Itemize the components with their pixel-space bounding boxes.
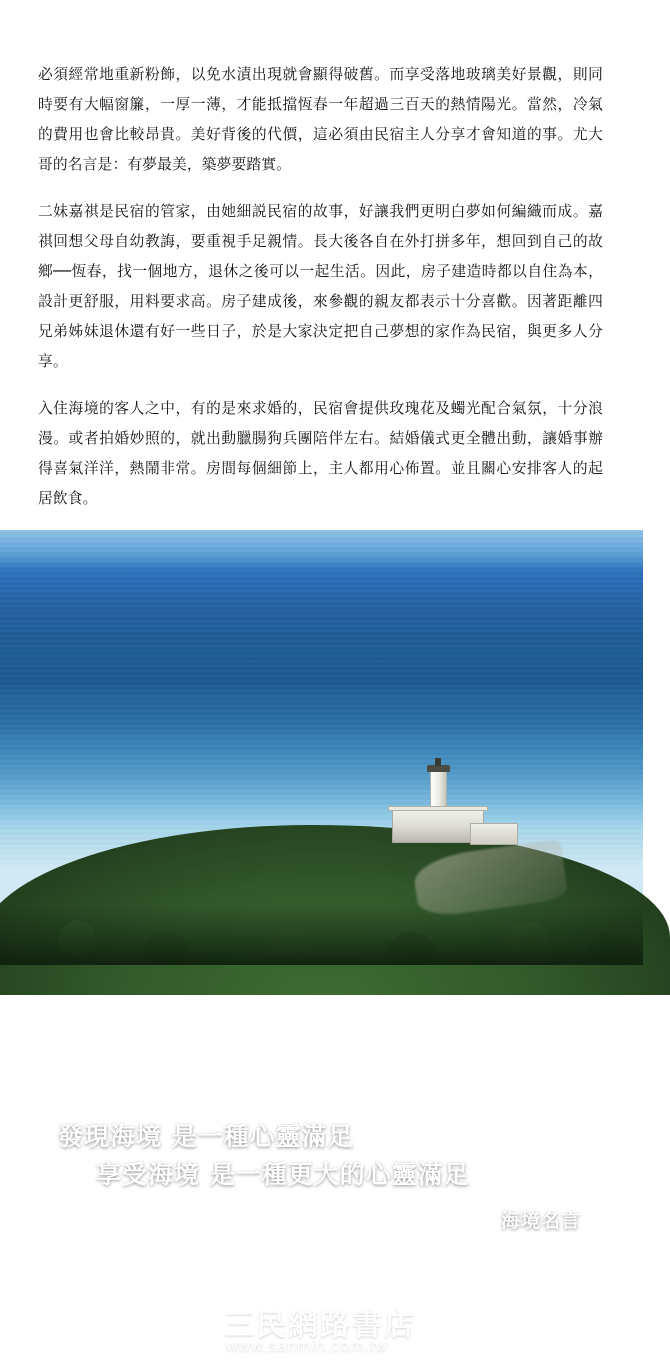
paragraph: 必須經常地重新粉飾，以免水漬出現就會顯得破舊。而享受落地玻璃美好景觀，則同時要有大幅窗簾，一厚一薄，才能抵擋恆春一年超過三百天的熱情陽光。當然，冷氣的費用也會比較昂貴。美好背後的代價，這必須由民宿主人分享才會知道的事。尤大哥的名言是：有夢最美，築夢要踏實。 bbox=[38, 66, 603, 173]
paragraph: 入住海境的客人之中，有的是來求婚的，民宿會提供玫瑰花及蠋光配合氣氛，十分浪漫。或者拍婚妙照的，就出動臘腸狗兵團陪伴左右。結婚儀式更全體出動，讓婚事辦得喜氣洋洋，熱鬧非常。房間每個細節上，主人都用心佈置。並且關心安排客人的起居飲食。 bbox=[38, 400, 603, 507]
arc-rainbow-logo-icon bbox=[148, 1302, 214, 1364]
hill-shadow bbox=[0, 905, 643, 965]
quote-attribution: 海境名言 bbox=[500, 1210, 581, 1232]
watermark-url: www.sanmin.com.tw bbox=[226, 1338, 388, 1355]
lighthouse-annex bbox=[470, 823, 518, 845]
paragraph: 二妹嘉祺是民宿的管家，由她細説民宿的故事，好讓我們更明白夢如何編織而成。嘉祺回想父母自幼教誨，要重視手足親情。長大後各自在外打拼多年，想回到自己的故鄉──恆春，找一個地方，退休之後可以一起生活。因此，房子建造時都以自住為本，設計更舒服，用料要求高。房子建成後，來參觀的親友都表示十分喜歡。因著距離四兄弟姊妹退休還有好一些日子，於是大家決定把自己夢想的家作為民宿，與更多人分享。 bbox=[38, 203, 603, 370]
lighthouse-finial bbox=[435, 758, 441, 766]
watermark bbox=[148, 1300, 508, 1372]
logo-base-bar bbox=[150, 1358, 210, 1362]
lighthouse-tower bbox=[430, 771, 447, 807]
sea-texture bbox=[0, 530, 643, 860]
watermark-brand: 三民網路書店 bbox=[224, 1308, 416, 1343]
text-column bbox=[0, 0, 643, 530]
quote-line-2: 享受海境 是一種更大的心靈滿足 bbox=[96, 1160, 470, 1189]
lighthouse-lamp-room bbox=[427, 765, 450, 772]
quote-overlay bbox=[0, 1118, 643, 1233]
quote-line-1: 發現海境 是一種心靈滿足 bbox=[58, 1122, 354, 1151]
seascape-photo bbox=[0, 530, 643, 1355]
